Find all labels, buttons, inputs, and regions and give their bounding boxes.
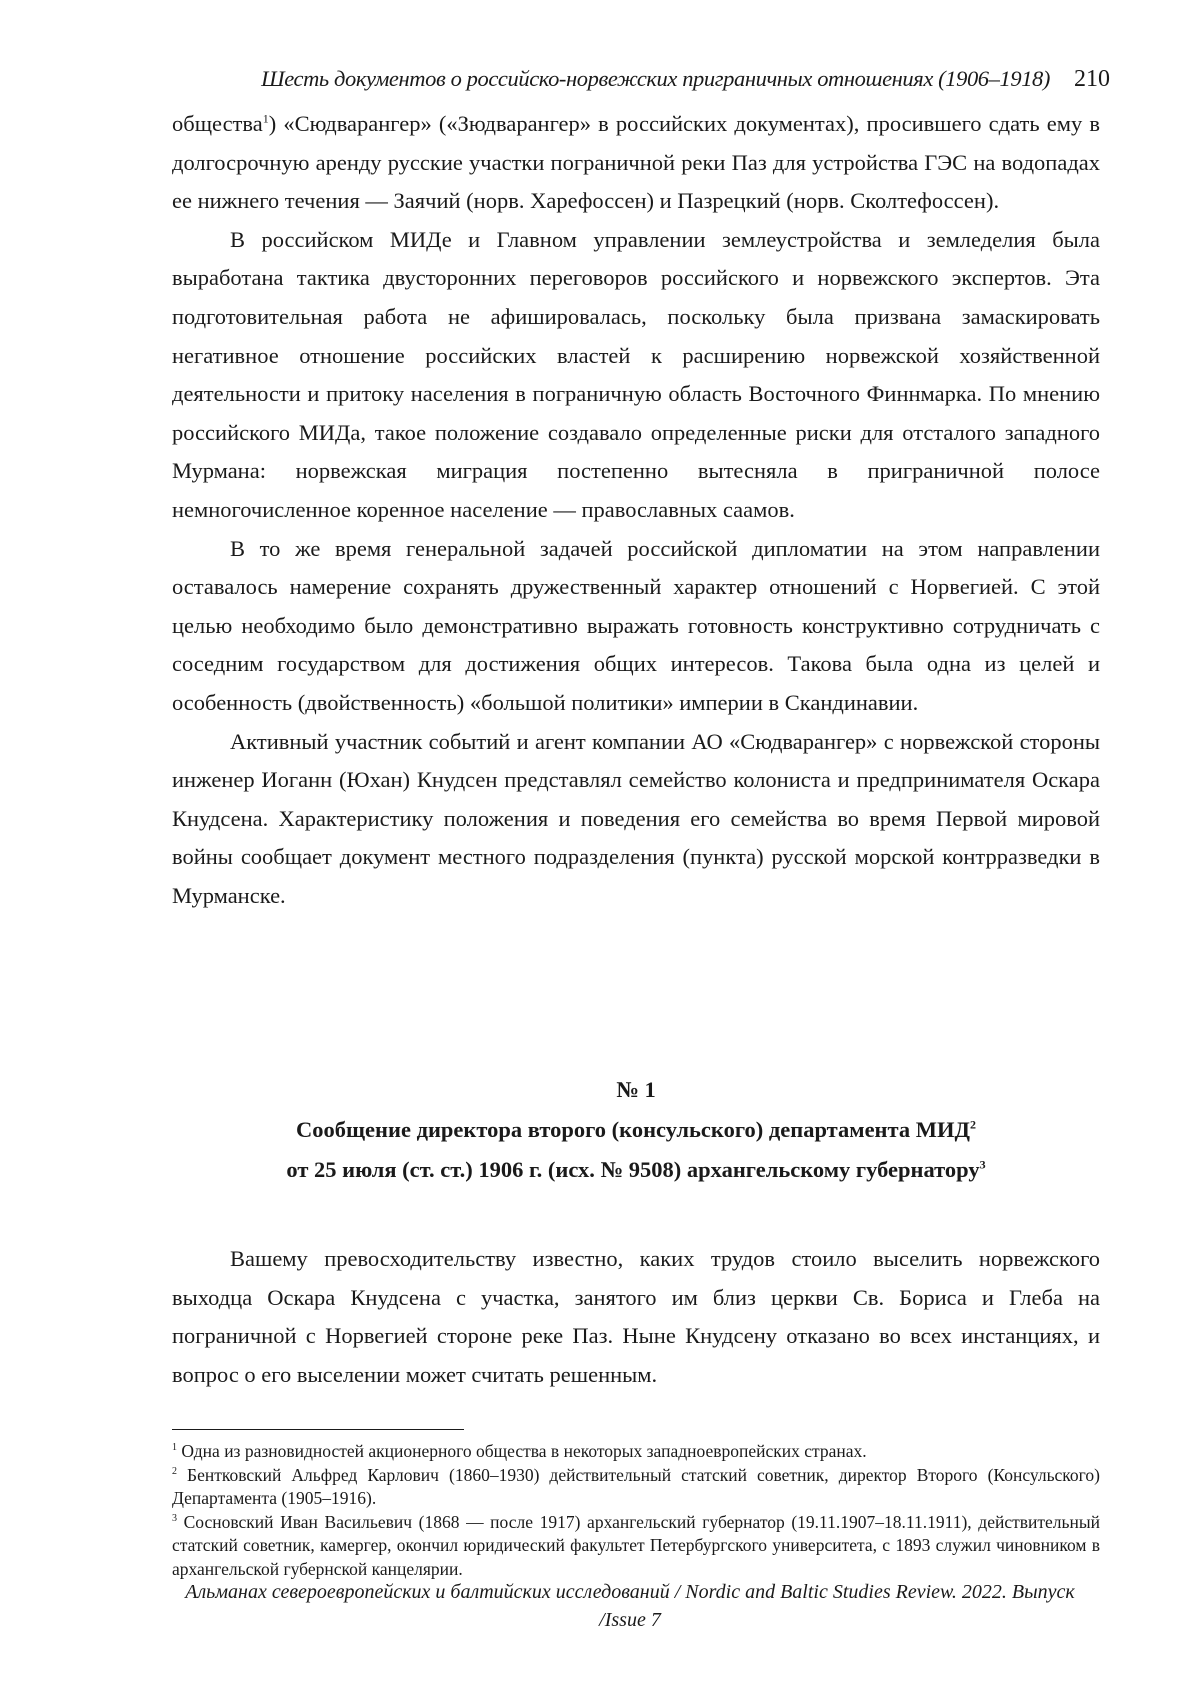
- document-title-line-1-text: Сообщение директора второго (консульского) департамента МИД: [296, 1117, 970, 1142]
- page-number: 210: [1074, 64, 1110, 94]
- document-heading: [172, 1070, 1100, 1190]
- document-number: № 1: [172, 1070, 1100, 1110]
- paragraph-4: Активный участник событий и агент компании АО «Сюдварангер» с норвежской стороны инженер Иоганн (Юхан) Кнудсен представлял семейство колониста и предпринимателя Оскара Кнудсена. Характеристику положения и поведения его семейства во время Первой мировой войны сообщает документ местного подразделения (пункта) русской морской контрразведки в Мурманске.: [172, 723, 1100, 916]
- paragraph-3: В то же время генеральной задачей российской дипломатии на этом направлении оставалось намерение сохранять дружественный характер отношений с Норвегией. С этой целью необходимо было демонстративно выражать готовность конструктивно сотрудничать с соседним государством для достижения общих интересов. Такова была одна из целей и особенность (двойственность) «большой политики» империи в Скандинавии.: [172, 530, 1100, 723]
- paragraph-2: В российском МИДе и Главном управлении землеустройства и земледелия была выработана тактика двусторонних переговоров российского и норвежского экспертов. Эта подготовительная работа не афишировалась, поскольку была призвана замаскировать негативное отношение российских властей к расширению норвежской хозяйственной деятельности и притоку населения в пограничную область Восточного Финнмарка. По мнению российского МИДа, такое положение создавало определенные риски для отсталого западного Мурмана: норвежская миграция постепенно вытесняла в приграничной полосе немногочисленное коренное население — православных саамов.: [172, 221, 1100, 530]
- footnote-ref-2: 2: [970, 1118, 976, 1132]
- footnote-1: [172, 1440, 1100, 1464]
- paragraph-1-rest: ) «Сюдварангер» («Зюдварангер» в российских документах), просившего сдать ему в долгосрочную аренду русские участки пограничной реки Паз для устройства ГЭС на водопадах ее нижнего течения — Заячий (норв. Харефоссен) и Пазрецкий (норв. Сколтефоссен).: [172, 111, 1100, 213]
- document-title-line-2: [172, 1150, 1100, 1190]
- document-text: Вашему превосходительству известно, каких трудов стоило выселить норвежского выходца Оскара Кнудсена с участка, занятого им близ церкви Св. Бориса и Глеба на пограничной с Норвегией стороне реке Паз. Ныне Кнудсену отказано во всех инстанциях, и вопрос о его выселении может считать решенным.: [172, 1240, 1100, 1394]
- footnote-ref-1: 1: [263, 112, 269, 126]
- footnote-ref-3: 3: [980, 1158, 986, 1172]
- paragraph-1-start: общества: [172, 111, 263, 136]
- footnotes: [172, 1440, 1100, 1581]
- footnote-mark-1: 1: [172, 1442, 177, 1453]
- main-text: [172, 105, 1100, 915]
- footnote-mark-2: 2: [172, 1466, 177, 1477]
- footnote-2: [172, 1464, 1100, 1511]
- paragraph-1: [172, 105, 1100, 221]
- footnote-3: [172, 1511, 1100, 1582]
- footnote-separator: [172, 1429, 464, 1430]
- page-header: [170, 64, 1110, 94]
- footnote-1-text: Одна из разновидностей акционерного общества в некоторых западноевропейских странах.: [177, 1441, 867, 1461]
- footnote-mark-3: 3: [172, 1513, 177, 1524]
- document-title-line-1: [172, 1110, 1100, 1150]
- document-title-line-2-text: от 25 июля (ст. ст.) 1906 г. (исх. № 9508) архангельскому губернатору: [286, 1157, 979, 1182]
- footnote-2-text: Бентковский Альфред Карлович (1860–1930) действительный статский советник, директор Второго (Консульского) Департамента (1905–1916).: [172, 1465, 1100, 1509]
- page-footer: Альманах североевропейских и балтийских исследований / Nordic and Baltic Studies Review. 2022. Выпуск /Issue 7: [160, 1578, 1100, 1634]
- running-title: Шесть документов о российско-норвежских приграничных отношениях (1906–1918): [261, 64, 1050, 94]
- footnote-3-text: Сосновский Иван Васильевич (1868 — после 1917) архангельский губернатор (19.11.1907–18.11.1911), действительный статский советник, камергер, окончил юридический факультет Петербургского университета, с 1893 служил чиновником в архангельской губернской канцелярии.: [172, 1512, 1100, 1579]
